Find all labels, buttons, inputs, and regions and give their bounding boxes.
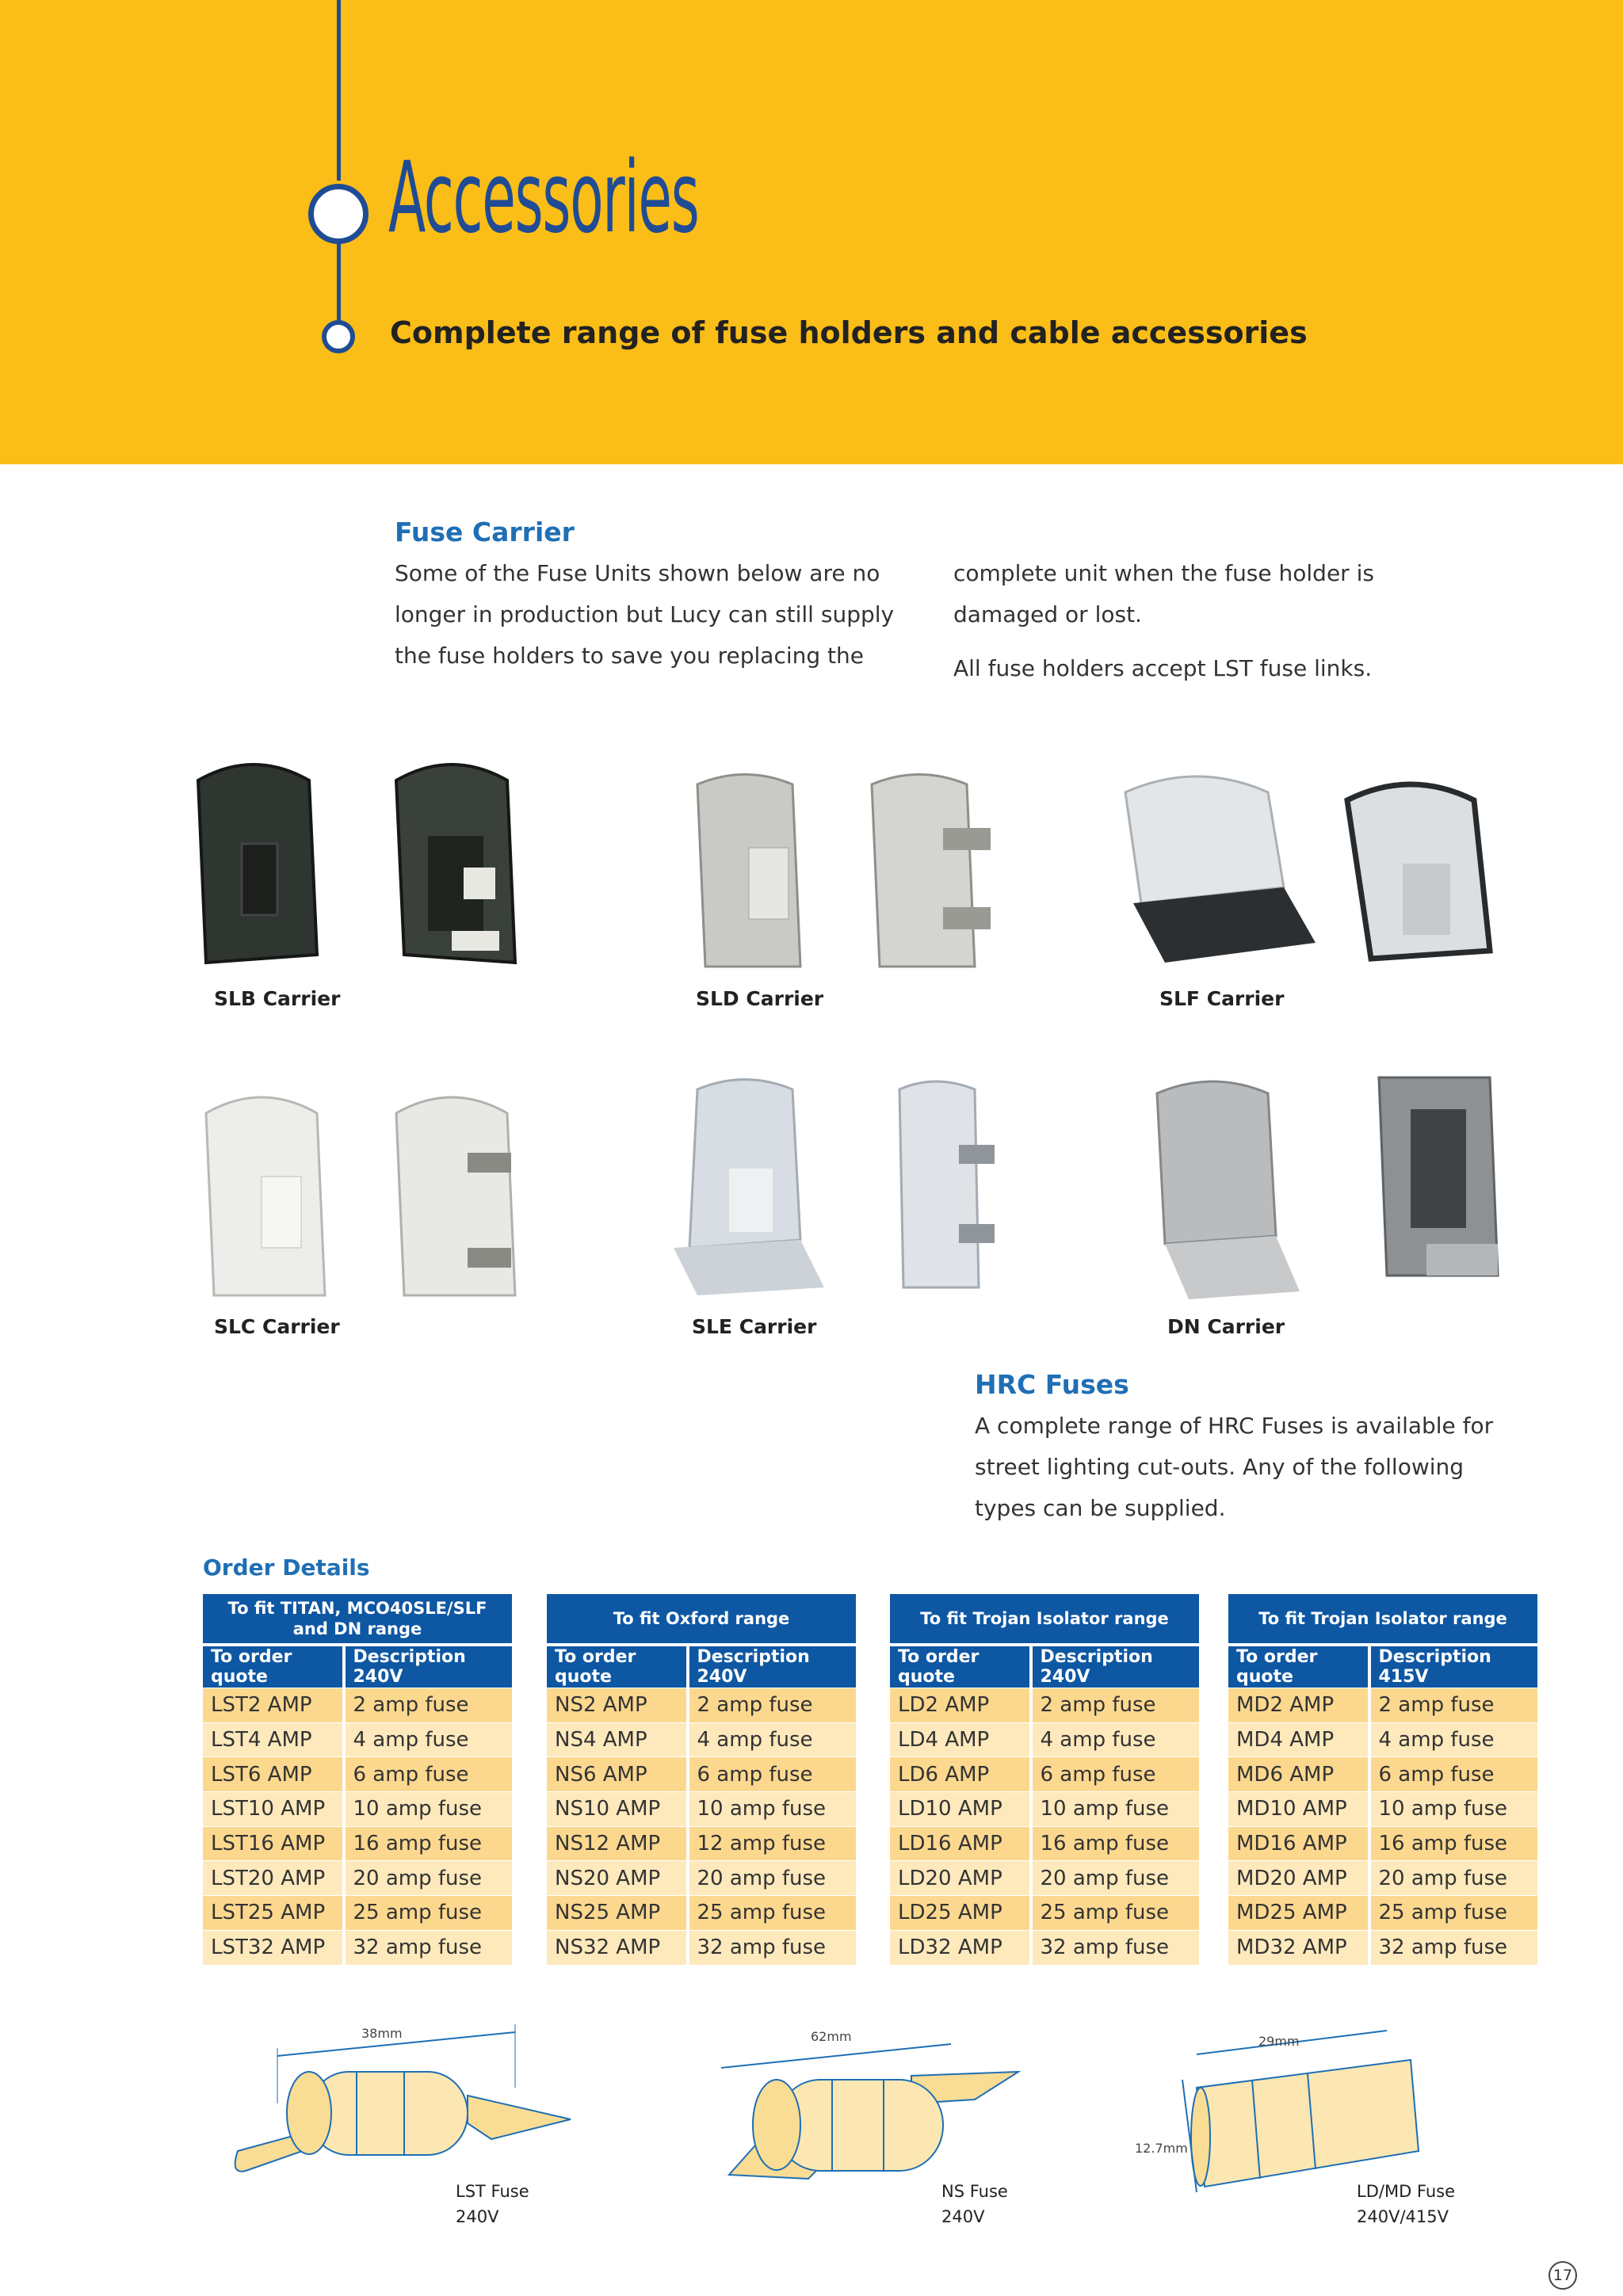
timeline-line — [337, 0, 341, 181]
table-row — [547, 1895, 856, 1930]
order-table — [890, 1594, 1199, 1965]
table-row — [890, 1688, 1199, 1722]
table-row — [1228, 1722, 1537, 1757]
table-row — [1228, 1791, 1537, 1826]
header-line: and DN range — [292, 1619, 422, 1638]
order-code-cell: NS12 AMP — [547, 1826, 686, 1861]
order-code-cell: NS25 AMP — [547, 1895, 686, 1930]
text-line: types can be supplied. — [975, 1495, 1226, 1521]
table-row — [203, 1930, 512, 1965]
description-cell: 25 amp fuse — [342, 1895, 513, 1930]
table-row — [203, 1826, 512, 1861]
order-code-cell: LD6 AMP — [890, 1756, 1029, 1791]
order-code-cell: LST32 AMP — [203, 1930, 342, 1965]
description-cell: 32 amp fuse — [686, 1930, 857, 1965]
description-cell: 20 amp fuse — [686, 1860, 857, 1895]
slf-carrier-image — [1094, 745, 1537, 990]
order-code-cell: MD32 AMP — [1228, 1930, 1368, 1965]
order-code-cell: MD10 AMP — [1228, 1791, 1368, 1826]
order-table — [1228, 1594, 1537, 1965]
table-range-header — [547, 1594, 856, 1643]
text-line: street lighting cut-outs. Any of the following — [975, 1454, 1465, 1480]
ns-fuse-diagram — [713, 2028, 1030, 2187]
table-row — [203, 1722, 512, 1757]
ld-md-diameter-label: 12.7mm — [1135, 2141, 1188, 2156]
lst-length-label: 38mm — [361, 2026, 403, 2041]
lst-fuse-label — [456, 2179, 529, 2229]
description-cell: 4 amp fuse — [1368, 1722, 1538, 1757]
order-code-cell: MD2 AMP — [1228, 1688, 1368, 1722]
table-row — [203, 1756, 512, 1791]
description-cell: 4 amp fuse — [342, 1722, 513, 1757]
order-code-cell: LD10 AMP — [890, 1791, 1029, 1826]
header-line: To fit Oxford range — [613, 1609, 790, 1628]
description-cell: 32 amp fuse — [342, 1930, 513, 1965]
dn-carrier-image — [1109, 1054, 1553, 1315]
sld-carrier-image — [674, 753, 1046, 990]
table-row — [890, 1860, 1199, 1895]
table-range-header — [890, 1594, 1199, 1643]
table-row — [203, 1688, 512, 1722]
carrier-caption: SLB Carrier — [214, 987, 341, 1010]
table-row — [1228, 1895, 1537, 1930]
table-row — [890, 1826, 1199, 1861]
description-cell: 10 amp fuse — [342, 1791, 513, 1826]
slc-carrier-image — [182, 1066, 571, 1319]
fuse-name: NS Fuse — [941, 2182, 1008, 2201]
lst-fuse-diagram — [230, 2024, 594, 2183]
ld-md-fuse-label — [1357, 2179, 1455, 2229]
description-cell: 10 amp fuse — [686, 1791, 857, 1826]
column-header: To order quote — [1228, 1643, 1368, 1688]
order-code-cell: LST20 AMP — [203, 1860, 342, 1895]
order-code-cell: LST6 AMP — [203, 1756, 342, 1791]
description-cell: 20 amp fuse — [1368, 1860, 1538, 1895]
table-range-header — [1228, 1594, 1537, 1643]
page-title: Accessories — [388, 141, 699, 255]
column-header: To order quote — [890, 1643, 1029, 1688]
description-cell: 20 amp fuse — [342, 1860, 513, 1895]
fuse-carrier-text-col2 — [953, 553, 1492, 689]
ld-md-length-label: 29mm — [1258, 2034, 1300, 2049]
description-cell: 12 amp fuse — [686, 1826, 857, 1861]
table-row — [203, 1860, 512, 1895]
description-cell: 10 amp fuse — [1029, 1791, 1200, 1826]
header-line: To fit Trojan Isolator range — [1258, 1609, 1507, 1628]
description-cell: 32 amp fuse — [1029, 1930, 1200, 1965]
description-cell: 6 amp fuse — [1029, 1756, 1200, 1791]
page-subtitle: Complete range of fuse holders and cable accessories — [390, 315, 1308, 350]
description-cell: 16 amp fuse — [1029, 1826, 1200, 1861]
description-cell: 20 amp fuse — [1029, 1860, 1200, 1895]
carrier-caption: DN Carrier — [1167, 1315, 1285, 1338]
table-row — [547, 1756, 856, 1791]
fuse-voltage: 240V — [941, 2207, 985, 2226]
order-code-cell: LD2 AMP — [890, 1688, 1029, 1722]
order-code-cell: LD20 AMP — [890, 1860, 1029, 1895]
table-row — [890, 1722, 1199, 1757]
table-row — [547, 1826, 856, 1861]
table-range-header — [203, 1594, 512, 1643]
table-row — [890, 1895, 1199, 1930]
table-row — [1228, 1826, 1537, 1861]
slb-carrier-image — [158, 733, 571, 986]
order-code-cell: LST10 AMP — [203, 1791, 342, 1826]
carrier-caption: SLE Carrier — [692, 1315, 817, 1338]
text-line: damaged or lost. — [953, 601, 1142, 627]
fuse-name: LD/MD Fuse — [1357, 2182, 1456, 2201]
order-table — [547, 1594, 856, 1965]
description-cell: 6 amp fuse — [342, 1756, 513, 1791]
header-line: To fit TITAN, MCO40SLE/SLF — [227, 1599, 487, 1618]
sle-carrier-image — [626, 1058, 1054, 1319]
order-code-cell: NS6 AMP — [547, 1756, 686, 1791]
text-line: complete unit when the fuse holder is — [953, 560, 1374, 586]
text-line: All fuse holders accept LST fuse links. — [953, 655, 1373, 681]
fuse-name: LST Fuse — [456, 2182, 529, 2201]
table-row — [203, 1895, 512, 1930]
table-row — [547, 1688, 856, 1722]
description-cell: 6 amp fuse — [1368, 1756, 1538, 1791]
column-header: Description 240V — [686, 1643, 857, 1688]
description-cell: 2 amp fuse — [1368, 1688, 1538, 1722]
page-number: 17 — [1549, 2261, 1577, 2290]
carrier-caption: SLF Carrier — [1159, 987, 1285, 1010]
order-code-cell: LD32 AMP — [890, 1930, 1029, 1965]
fuse-voltage: 240V/415V — [1357, 2207, 1449, 2226]
order-code-cell: MD6 AMP — [1228, 1756, 1368, 1791]
table-row — [547, 1930, 856, 1965]
order-code-cell: NS32 AMP — [547, 1930, 686, 1965]
fuse-carrier-text-col1 — [395, 553, 934, 677]
description-cell: 10 amp fuse — [1368, 1791, 1538, 1826]
table-row — [890, 1756, 1199, 1791]
timeline-node-small — [322, 320, 355, 353]
column-header: To order quote — [203, 1643, 342, 1688]
table-row — [547, 1791, 856, 1826]
order-code-cell: LST25 AMP — [203, 1895, 342, 1930]
description-cell: 2 amp fuse — [686, 1688, 857, 1722]
column-header: Description 240V — [1029, 1643, 1200, 1688]
table-row — [890, 1791, 1199, 1826]
column-header: To order quote — [547, 1643, 686, 1688]
table-row — [890, 1930, 1199, 1965]
description-cell: 2 amp fuse — [342, 1688, 513, 1722]
hrc-fuses-text — [975, 1405, 1545, 1529]
table-row — [1228, 1860, 1537, 1895]
order-code-cell: LD25 AMP — [890, 1895, 1029, 1930]
description-cell: 6 amp fuse — [686, 1756, 857, 1791]
order-code-cell: MD4 AMP — [1228, 1722, 1368, 1757]
carrier-caption: SLC Carrier — [214, 1315, 340, 1338]
column-header: Description 240V — [342, 1643, 513, 1688]
order-code-cell: LST4 AMP — [203, 1722, 342, 1757]
text-line: the fuse holders to save you replacing the — [395, 643, 865, 669]
description-cell: 25 amp fuse — [1368, 1895, 1538, 1930]
order-code-cell: NS10 AMP — [547, 1791, 686, 1826]
fuse-voltage: 240V — [456, 2207, 499, 2226]
description-cell: 2 amp fuse — [1029, 1688, 1200, 1722]
order-code-cell: NS4 AMP — [547, 1722, 686, 1757]
order-code-cell: LST16 AMP — [203, 1826, 342, 1861]
order-code-cell: MD25 AMP — [1228, 1895, 1368, 1930]
description-cell: 25 amp fuse — [686, 1895, 857, 1930]
hrc-fuses-heading: HRC Fuses — [975, 1369, 1129, 1400]
order-code-cell: NS2 AMP — [547, 1688, 686, 1722]
column-header: Description 415V — [1368, 1643, 1538, 1688]
order-code-cell: MD20 AMP — [1228, 1860, 1368, 1895]
description-cell: 4 amp fuse — [686, 1722, 857, 1757]
description-cell: 16 amp fuse — [1368, 1826, 1538, 1861]
description-cell: 32 amp fuse — [1368, 1930, 1538, 1965]
table-row — [547, 1722, 856, 1757]
timeline-line — [337, 242, 341, 325]
description-cell: 4 amp fuse — [1029, 1722, 1200, 1757]
text-line: longer in production but Lucy can still supply — [395, 601, 895, 627]
header-banner — [0, 0, 1623, 464]
ld-md-fuse-diagram — [1173, 2016, 1434, 2206]
timeline-node-large — [308, 184, 369, 244]
order-details-heading: Order Details — [203, 1554, 370, 1581]
table-row — [1228, 1930, 1537, 1965]
description-cell: 16 amp fuse — [342, 1826, 513, 1861]
order-code-cell: LST2 AMP — [203, 1688, 342, 1722]
carrier-caption: SLD Carrier — [696, 987, 824, 1010]
order-table — [203, 1594, 512, 1965]
table-row — [1228, 1756, 1537, 1791]
fuse-carrier-heading: Fuse Carrier — [395, 517, 575, 547]
text-line: A complete range of HRC Fuses is available for — [975, 1413, 1494, 1439]
table-row — [1228, 1688, 1537, 1722]
header-line: To fit Trojan Isolator range — [920, 1609, 1169, 1628]
order-code-cell: LD16 AMP — [890, 1826, 1029, 1861]
ns-length-label: 62mm — [811, 2029, 852, 2044]
order-code-cell: LD4 AMP — [890, 1722, 1029, 1757]
description-cell: 25 amp fuse — [1029, 1895, 1200, 1930]
text-line: Some of the Fuse Units shown below are no — [395, 560, 880, 586]
order-code-cell: NS20 AMP — [547, 1860, 686, 1895]
ns-fuse-label — [941, 2179, 1008, 2229]
table-row — [203, 1791, 512, 1826]
table-row — [547, 1860, 856, 1895]
order-code-cell: MD16 AMP — [1228, 1826, 1368, 1861]
